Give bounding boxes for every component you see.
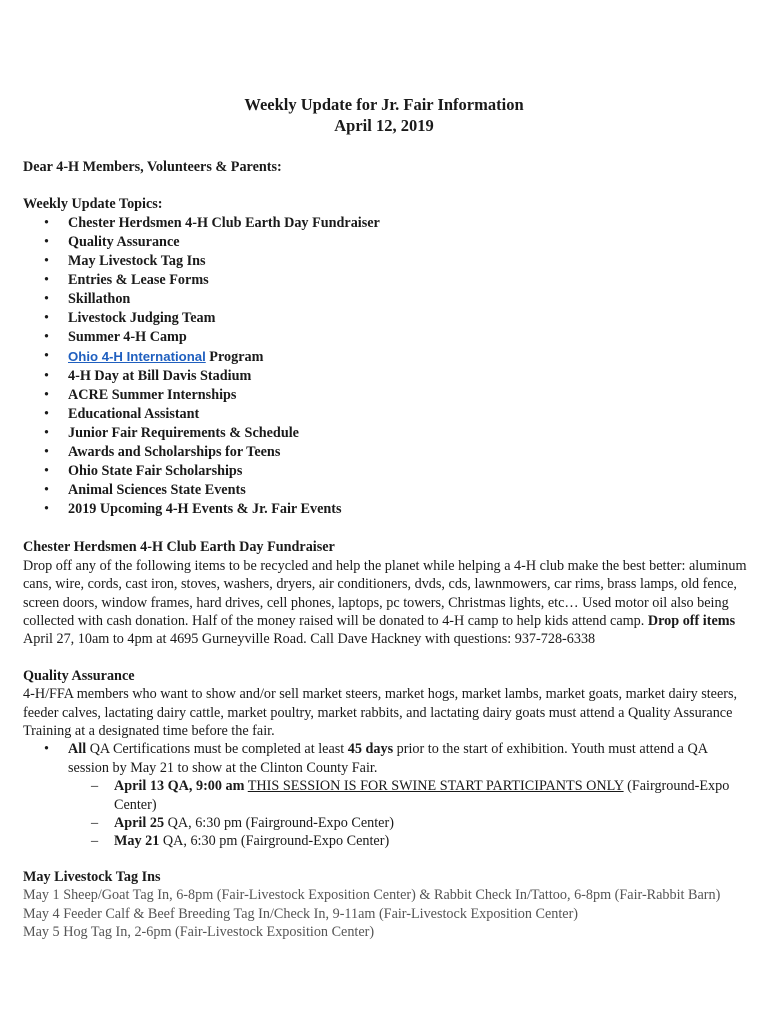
topic-item: • Quality Assurance <box>23 233 747 252</box>
bullet-icon: • <box>44 310 49 327</box>
bullet-icon: • <box>44 386 49 403</box>
quality-heading: Quality Assurance <box>23 667 135 684</box>
drop-off-label: Drop off items <box>647 612 736 629</box>
bullet-icon: • <box>44 329 49 346</box>
bullet-icon: • <box>44 272 49 289</box>
topic-item: • Livestock Judging Team <box>23 309 747 328</box>
topics-heading: Weekly Update Topics: <box>23 196 163 213</box>
bullet-icon: • <box>44 214 49 231</box>
quality-body: 4-H/FFA members who want to show and/or sell market steers, market hogs, market lambs, market goats, market dairy steers, feeder calves, lactating dairy cattle, market poultry, market rabbits, and lactating dairy goats must attend a Quality Assurance Training at a designated time before the fair. <box>23 686 738 739</box>
title-block <box>21 94 747 136</box>
topic-item: • Summer 4-H Camp <box>23 328 747 347</box>
tagin-line: May 4 Feeder Calf & Beef Breeding Tag In/Check In, 9-11am (Fair-Livestock Exposition Center) <box>23 905 579 922</box>
topic-item: • Ohio 4-H International Program <box>44 348 264 366</box>
topic-item: • Awards and Scholarships for Teens <box>23 443 747 462</box>
bullet-icon: • <box>44 482 49 499</box>
qa-bullet: • All QA Certifications must be completed at least 45 days prior to the start of exhibition. Youth must attend a QA session by May 21 to show at the Clinton County Fair. <box>44 741 708 776</box>
topic-item: • May Livestock Tag Ins <box>23 252 747 271</box>
bullet-icon: • <box>44 348 49 365</box>
topic-item: • Skillathon <box>23 290 747 309</box>
bullet-icon: • <box>44 405 49 422</box>
bullet-icon: • <box>44 424 49 441</box>
document-page <box>23 94 747 941</box>
qa-session: – April 25 QA, 6:30 pm (Fairground-Expo Center) <box>91 815 394 831</box>
dash-icon: – <box>91 833 99 850</box>
earth-day-heading: Chester Herdsmen 4-H Club Earth Day Fundraiser <box>23 539 335 556</box>
dash-icon: – <box>91 815 99 831</box>
topic-item: • 2019 Upcoming 4-H Events & Jr. Fair Events <box>23 500 747 519</box>
topic-item: • Ohio State Fair Scholarships <box>23 462 747 481</box>
earth-day-body: Drop off any of the following items to be recycled and help the planet while helping a 4-H club make the best better: aluminum cans, wire, cords, cast iron, stoves, washers, dryers, air conditioners, dvds, cds, lawnmowers, car rims, brass lamps, old fence, screen doors, window frames, hard drives, cell phones, laptops, pc towers, Christmas lights, etc… Used motor oil also being collected with cash donation. Half of the money raised will be donated to 4-H camp to help kids attend camp. Drop off items April 27, 10am to 4pm at 4695 Gurneyville Road. Call Dave Hackney with questions: 937-728-6338 <box>23 557 747 648</box>
topic-item: • Animal Sciences State Events <box>23 481 747 500</box>
document-title: Weekly Update for Jr. Fair Information <box>244 95 524 114</box>
bullet-icon: • <box>44 741 49 758</box>
tagin-line: May 1 Sheep/Goat Tag In, 6-8pm (Fair-Livestock Exposition Center) & Rabbit Check In/Tattoo, 6-8pm (Fair-Rabbit Barn) <box>23 887 721 904</box>
bullet-icon: • <box>44 233 49 250</box>
tagin-line: May 5 Hog Tag In, 2-6pm (Fair-Livestock Exposition Center) <box>23 924 375 941</box>
dash-icon: – <box>91 778 99 795</box>
topic-item: • ACRE Summer Internships <box>23 386 747 405</box>
bullet-icon: • <box>44 253 49 269</box>
bullet-icon: • <box>44 291 49 308</box>
bullet-icon: • <box>44 463 49 480</box>
topic-item: • Educational Assistant <box>23 405 747 424</box>
qa-session: – April 13 QA, 9:00 am THIS SESSION IS FOR SWINE START PARTICIPANTS ONLY (Fairground-Expo Center) <box>91 778 730 813</box>
tagins-heading: May Livestock Tag Ins <box>23 868 161 885</box>
topic-item: • Junior Fair Requirements & Schedule <box>23 424 747 443</box>
bullet-icon: • <box>44 443 49 460</box>
bullet-icon: • <box>44 367 49 384</box>
qa-session: – May 21 QA, 6:30 pm (Fairground-Expo Center) <box>91 833 390 850</box>
document-date: April 12, 2019 <box>334 116 434 135</box>
ohio-4h-international-link[interactable]: Ohio 4-H International <box>68 349 206 365</box>
topic-item: • Entries & Lease Forms <box>23 271 747 290</box>
topic-item: • Chester Herdsmen 4-H Club Earth Day Fundraiser <box>23 214 747 233</box>
topics-list <box>23 214 747 520</box>
bullet-icon: • <box>44 501 49 518</box>
greeting: Dear 4-H Members, Volunteers & Parents: <box>23 159 282 175</box>
topic-item: • 4-H Day at Bill Davis Stadium <box>23 367 747 386</box>
